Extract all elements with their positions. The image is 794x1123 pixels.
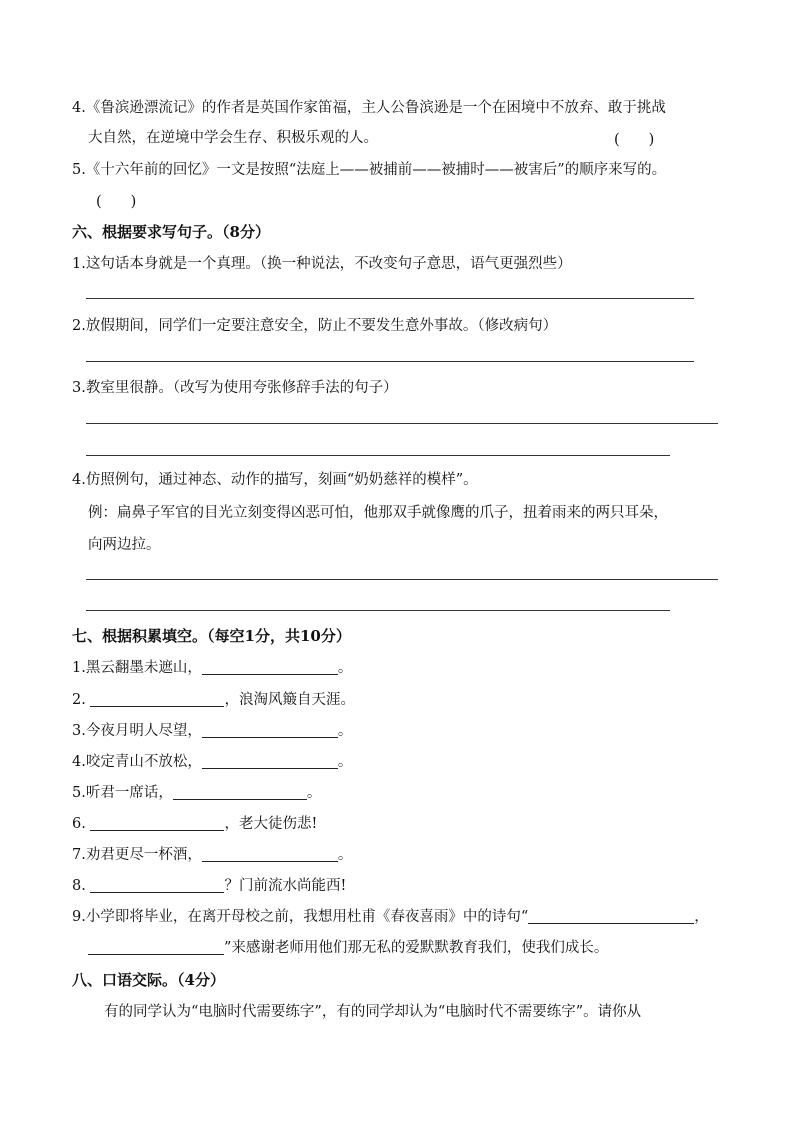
fill-item-2: [72, 690, 355, 710]
answer-line[interactable]: [86, 579, 718, 580]
fill-item-3: [72, 721, 352, 741]
fill-text: 2.: [72, 692, 91, 708]
section-8-title: 八、口语交际。（4分）: [72, 971, 225, 989]
fill-blank[interactable]: [90, 815, 224, 831]
fill-item-9-line1: [72, 907, 709, 927]
fill-text: 5.听君一席话，: [72, 785, 173, 801]
fill-text: 7.劝君更尽一杯酒，: [72, 847, 202, 863]
answer-line[interactable]: [86, 423, 718, 424]
fill-item-6: [72, 814, 317, 834]
answer-parentheses[interactable]: ( ): [96, 194, 137, 210]
fill-blank[interactable]: [88, 939, 224, 955]
fill-text: 8.: [72, 878, 91, 894]
fill-blank[interactable]: [202, 846, 338, 862]
section-6-q2: 2.放假期间，同学们一定要注意安全，防止不要发生意外事故。（修改病句）: [72, 318, 558, 334]
fill-text: 3.今夜月明人尽望，: [72, 723, 202, 739]
section-6-q4-example-line2: 向两边拉。: [88, 537, 161, 553]
fill-text: 1.黑云翻墨未遮山，: [72, 660, 202, 676]
fill-text: ，浪淘风簸自天涯。: [224, 692, 355, 708]
fill-text: 4.咬定青山不放松，: [72, 754, 202, 770]
fill-blank[interactable]: [528, 908, 694, 924]
fill-blank[interactable]: [173, 784, 307, 800]
question-5-line1: 5.《十六年前的回忆》一文是按照“法庭上——被捕前——被捕时——被害后”的顺序来写的。: [72, 162, 667, 178]
fill-blank[interactable]: [202, 659, 338, 675]
fill-blank[interactable]: [202, 722, 338, 738]
answer-parentheses[interactable]: ( ): [614, 132, 655, 148]
fill-text: ，: [694, 909, 709, 925]
fill-text: 9.小学即将毕业，在离开母校之前，我想用杜甫《春夜喜雨》中的诗句“: [72, 909, 529, 925]
fill-text: ？门前流水尚能西!: [224, 878, 347, 894]
question-4-line2: 大自然，在逆境中学会生存、积极乐观的人。: [88, 130, 378, 146]
fill-text: 。: [337, 660, 353, 676]
answer-line[interactable]: [86, 298, 694, 299]
fill-text: 6.: [72, 816, 91, 832]
fill-item-8: [72, 876, 346, 896]
fill-item-1: [72, 658, 352, 678]
answer-line[interactable]: [86, 361, 694, 362]
fill-blank[interactable]: [202, 753, 338, 769]
section-8-text: 有的同学认为“电脑时代需要练字”，有的同学却认为“电脑时代不需要练字”。请你从: [104, 1004, 642, 1020]
section-7-title: 七、根据积累填空。（每空1分，共10分）: [72, 627, 351, 645]
fill-blank[interactable]: [90, 877, 224, 893]
section-6-q4: 4.仿照例句，通过神态、动作的描写，刻画“奶奶慈祥的模样”。: [72, 472, 478, 488]
answer-line[interactable]: [86, 610, 670, 611]
section-6-q1: 1.这句话本身就是一个真理。（换一种说法，不改变句子意思，语气更强烈些）: [72, 256, 572, 272]
fill-text: ，老大徒伤悲!: [224, 816, 318, 832]
fill-item-4: [72, 752, 352, 772]
fill-text: 。: [337, 754, 353, 770]
section-6-q3: 3.教室里很静。（改写为使用夸张修辞手法的句子）: [72, 380, 398, 396]
fill-blank[interactable]: [90, 691, 224, 707]
section-6-title: 六、根据要求写句子。（8分）: [72, 223, 270, 241]
fill-item-5: [72, 783, 321, 803]
fill-text: 。: [337, 847, 353, 863]
section-6-q4-example-line1: 例：扁鼻子军官的目光立刻变得凶恶可怕，他那双手就像鹰的爪子，扭着雨来的两只耳朵，: [88, 505, 668, 521]
fill-text: 。: [306, 785, 322, 801]
question-4-line1: 4.《鲁滨逊漂流记》的作者是英国作家笛福，主人公鲁滨逊是一个在困境中不放弃、敢于挑战: [72, 100, 666, 116]
fill-item-7: [72, 845, 352, 865]
fill-item-9-line2: [88, 938, 608, 958]
answer-line[interactable]: [86, 455, 670, 456]
fill-text: 。: [337, 723, 353, 739]
fill-text: ”来感谢老师用他们那无私的爱默默教育我们，使我们成长。: [224, 940, 609, 956]
